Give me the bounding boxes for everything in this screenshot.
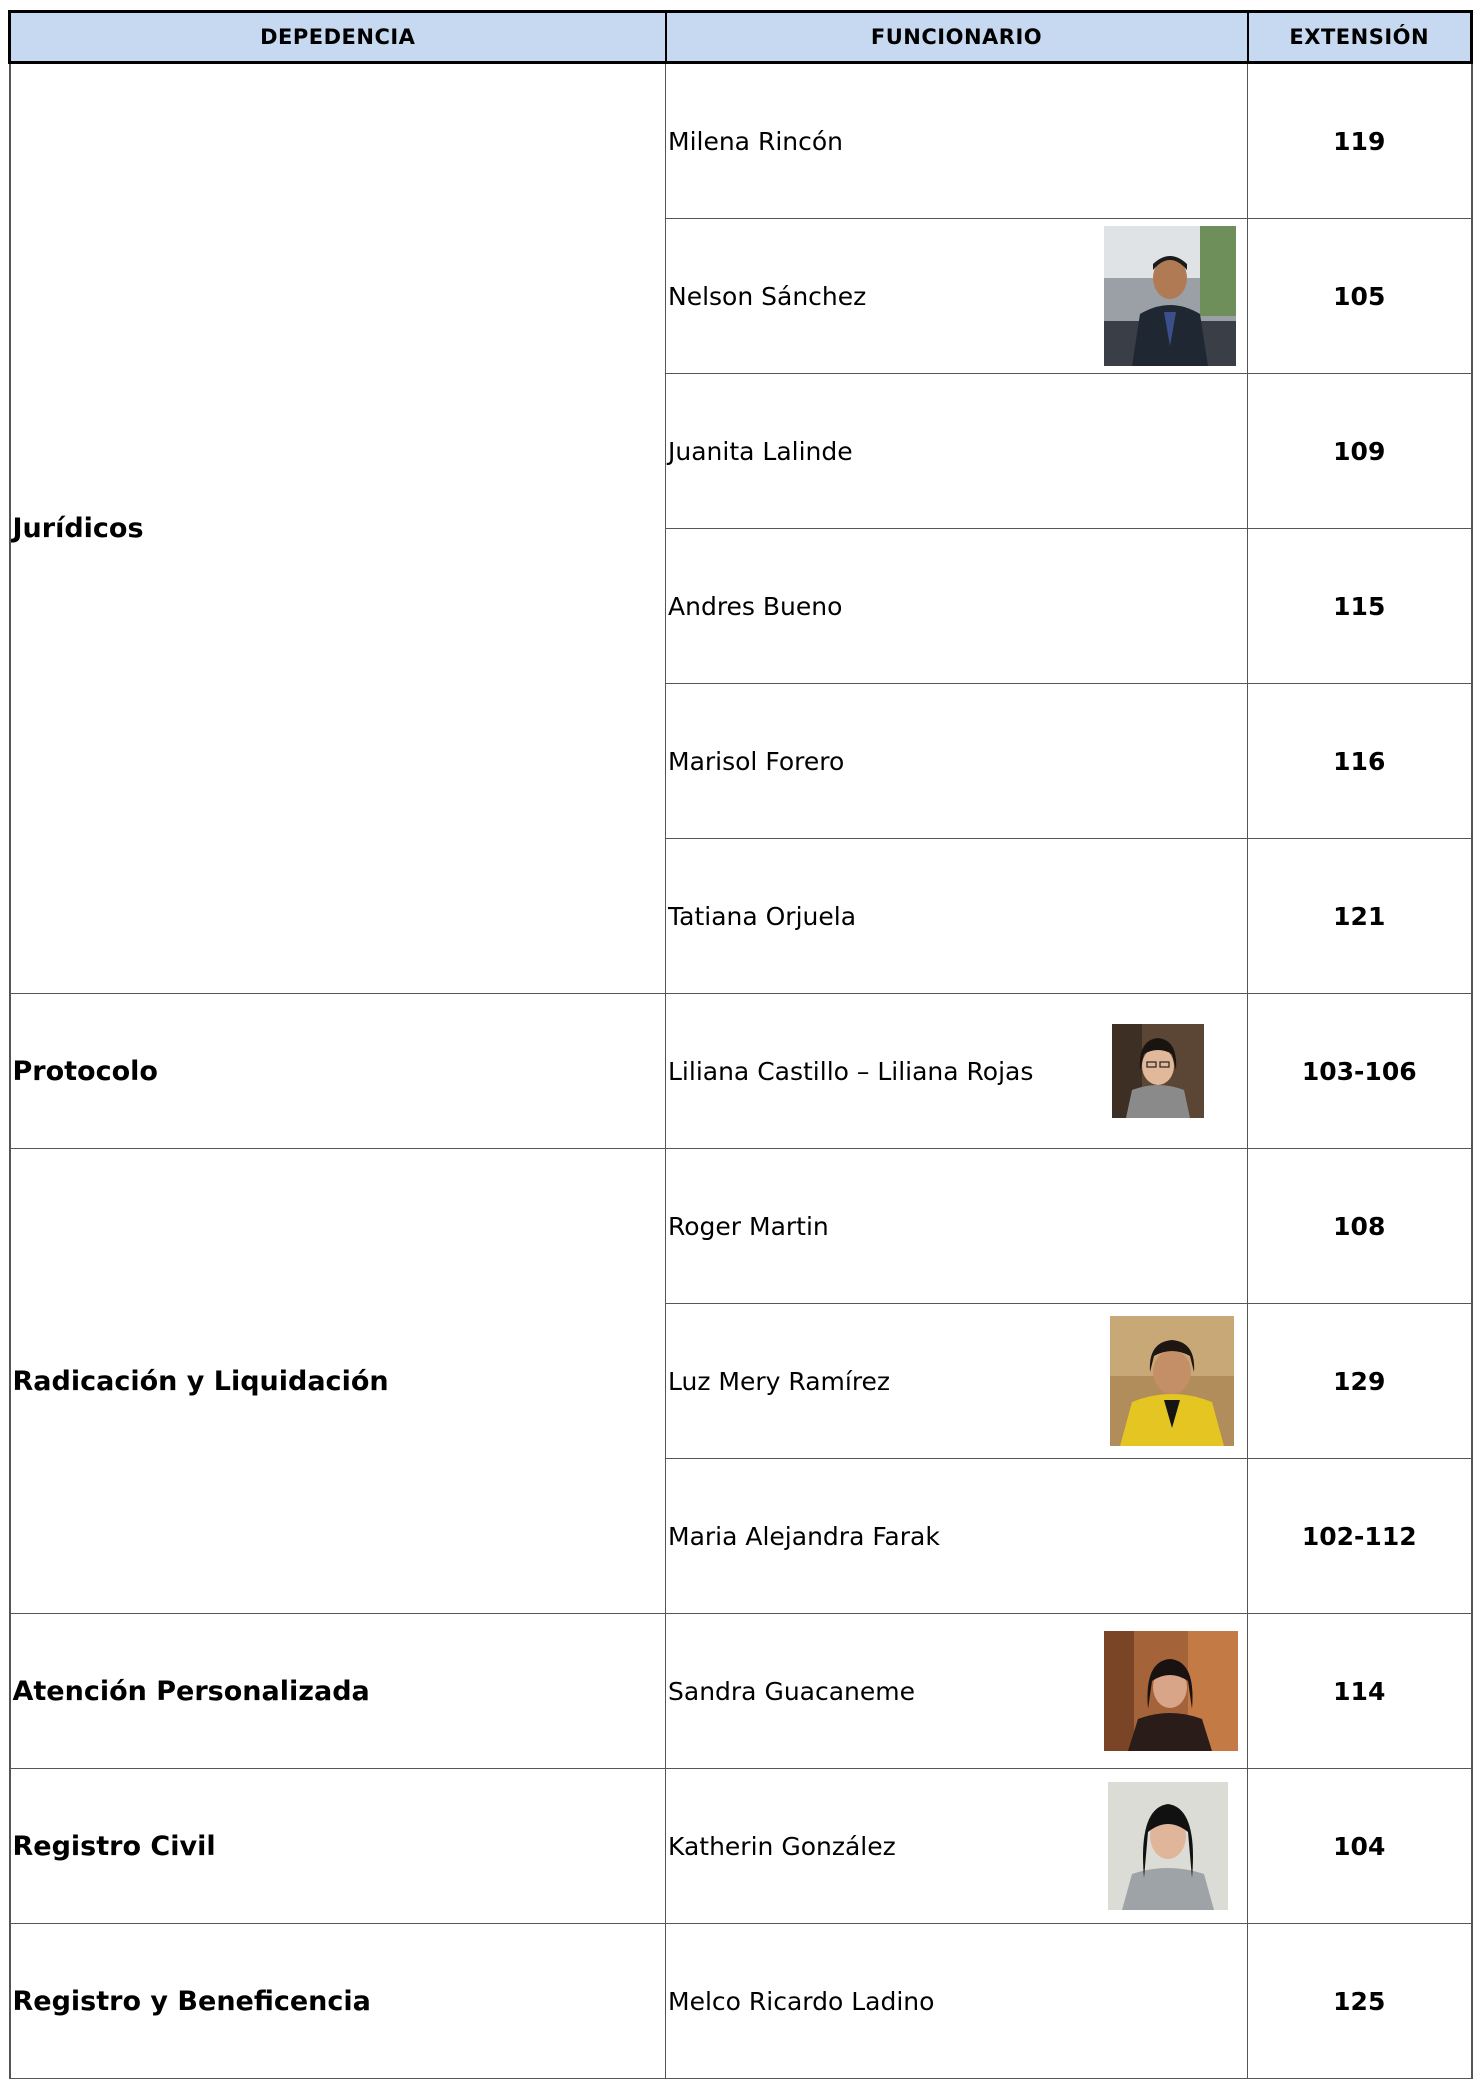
employee-name: Katherin González <box>668 1831 896 1861</box>
employee-name: Nelson Sánchez <box>668 281 867 311</box>
extension-number: 103-106 <box>1248 994 1472 1149</box>
employee-name: Juanita Lalinde <box>666 374 1248 529</box>
employee-cell <box>666 1614 1248 1769</box>
employee-name: Melco Ricardo Ladino <box>666 1924 1248 2079</box>
department-cell: Registro y Beneficencia <box>10 1924 666 2079</box>
employee-name: Sandra Guacaneme <box>668 1676 916 1706</box>
extension-number: 121 <box>1248 839 1472 994</box>
employee-photo <box>1104 226 1236 366</box>
extension-number: 129 <box>1248 1304 1472 1459</box>
table-row <box>10 63 1472 219</box>
extension-number: 125 <box>1248 1924 1472 2079</box>
employee-name: Roger Martin <box>666 1149 1248 1304</box>
employee-cell <box>666 1769 1248 1924</box>
extension-number: 108 <box>1248 1149 1472 1304</box>
table-row <box>10 1149 1472 1304</box>
table-row <box>10 1924 1472 2079</box>
employee-cell <box>666 1304 1248 1459</box>
staff-directory-table <box>8 10 1473 2079</box>
employee-photo <box>1110 1316 1234 1446</box>
header-funcionario: FUNCIONARIO <box>666 12 1248 63</box>
department-cell: Protocolo <box>10 994 666 1149</box>
department-cell: Atención Personalizada <box>10 1614 666 1769</box>
extension-number: 104 <box>1248 1769 1472 1924</box>
employee-name: Milena Rincón <box>666 63 1248 219</box>
employee-photo <box>1108 1782 1228 1910</box>
employee-name: Marisol Forero <box>666 684 1248 839</box>
extension-number: 115 <box>1248 529 1472 684</box>
employee-name: Liliana Castillo – Liliana Rojas <box>668 1056 1034 1086</box>
extension-number: 109 <box>1248 374 1472 529</box>
employee-photo <box>1112 1024 1204 1118</box>
extension-number: 102-112 <box>1248 1459 1472 1614</box>
extension-number: 114 <box>1248 1614 1472 1769</box>
table-row <box>10 994 1472 1149</box>
table-row <box>10 1614 1472 1769</box>
extension-number: 119 <box>1248 63 1472 219</box>
employee-name: Tatiana Orjuela <box>666 839 1248 994</box>
employee-name: Andres Bueno <box>666 529 1248 684</box>
employee-name: Luz Mery Ramírez <box>668 1366 891 1396</box>
header-extension: EXTENSIÓN <box>1248 12 1472 63</box>
extension-number: 105 <box>1248 219 1472 374</box>
header-dependencia: DEPEDENCIA <box>10 12 666 63</box>
table-row <box>10 1769 1472 1924</box>
employee-name: Maria Alejandra Farak <box>666 1459 1248 1614</box>
department-cell: Registro Civil <box>10 1769 666 1924</box>
department-cell: Jurídicos <box>10 63 666 994</box>
employee-cell <box>666 994 1248 1149</box>
table-header-row <box>10 12 1472 63</box>
department-cell: Radicación y Liquidación <box>10 1149 666 1614</box>
extension-number: 116 <box>1248 684 1472 839</box>
employee-cell <box>666 219 1248 374</box>
employee-photo <box>1104 1631 1238 1751</box>
